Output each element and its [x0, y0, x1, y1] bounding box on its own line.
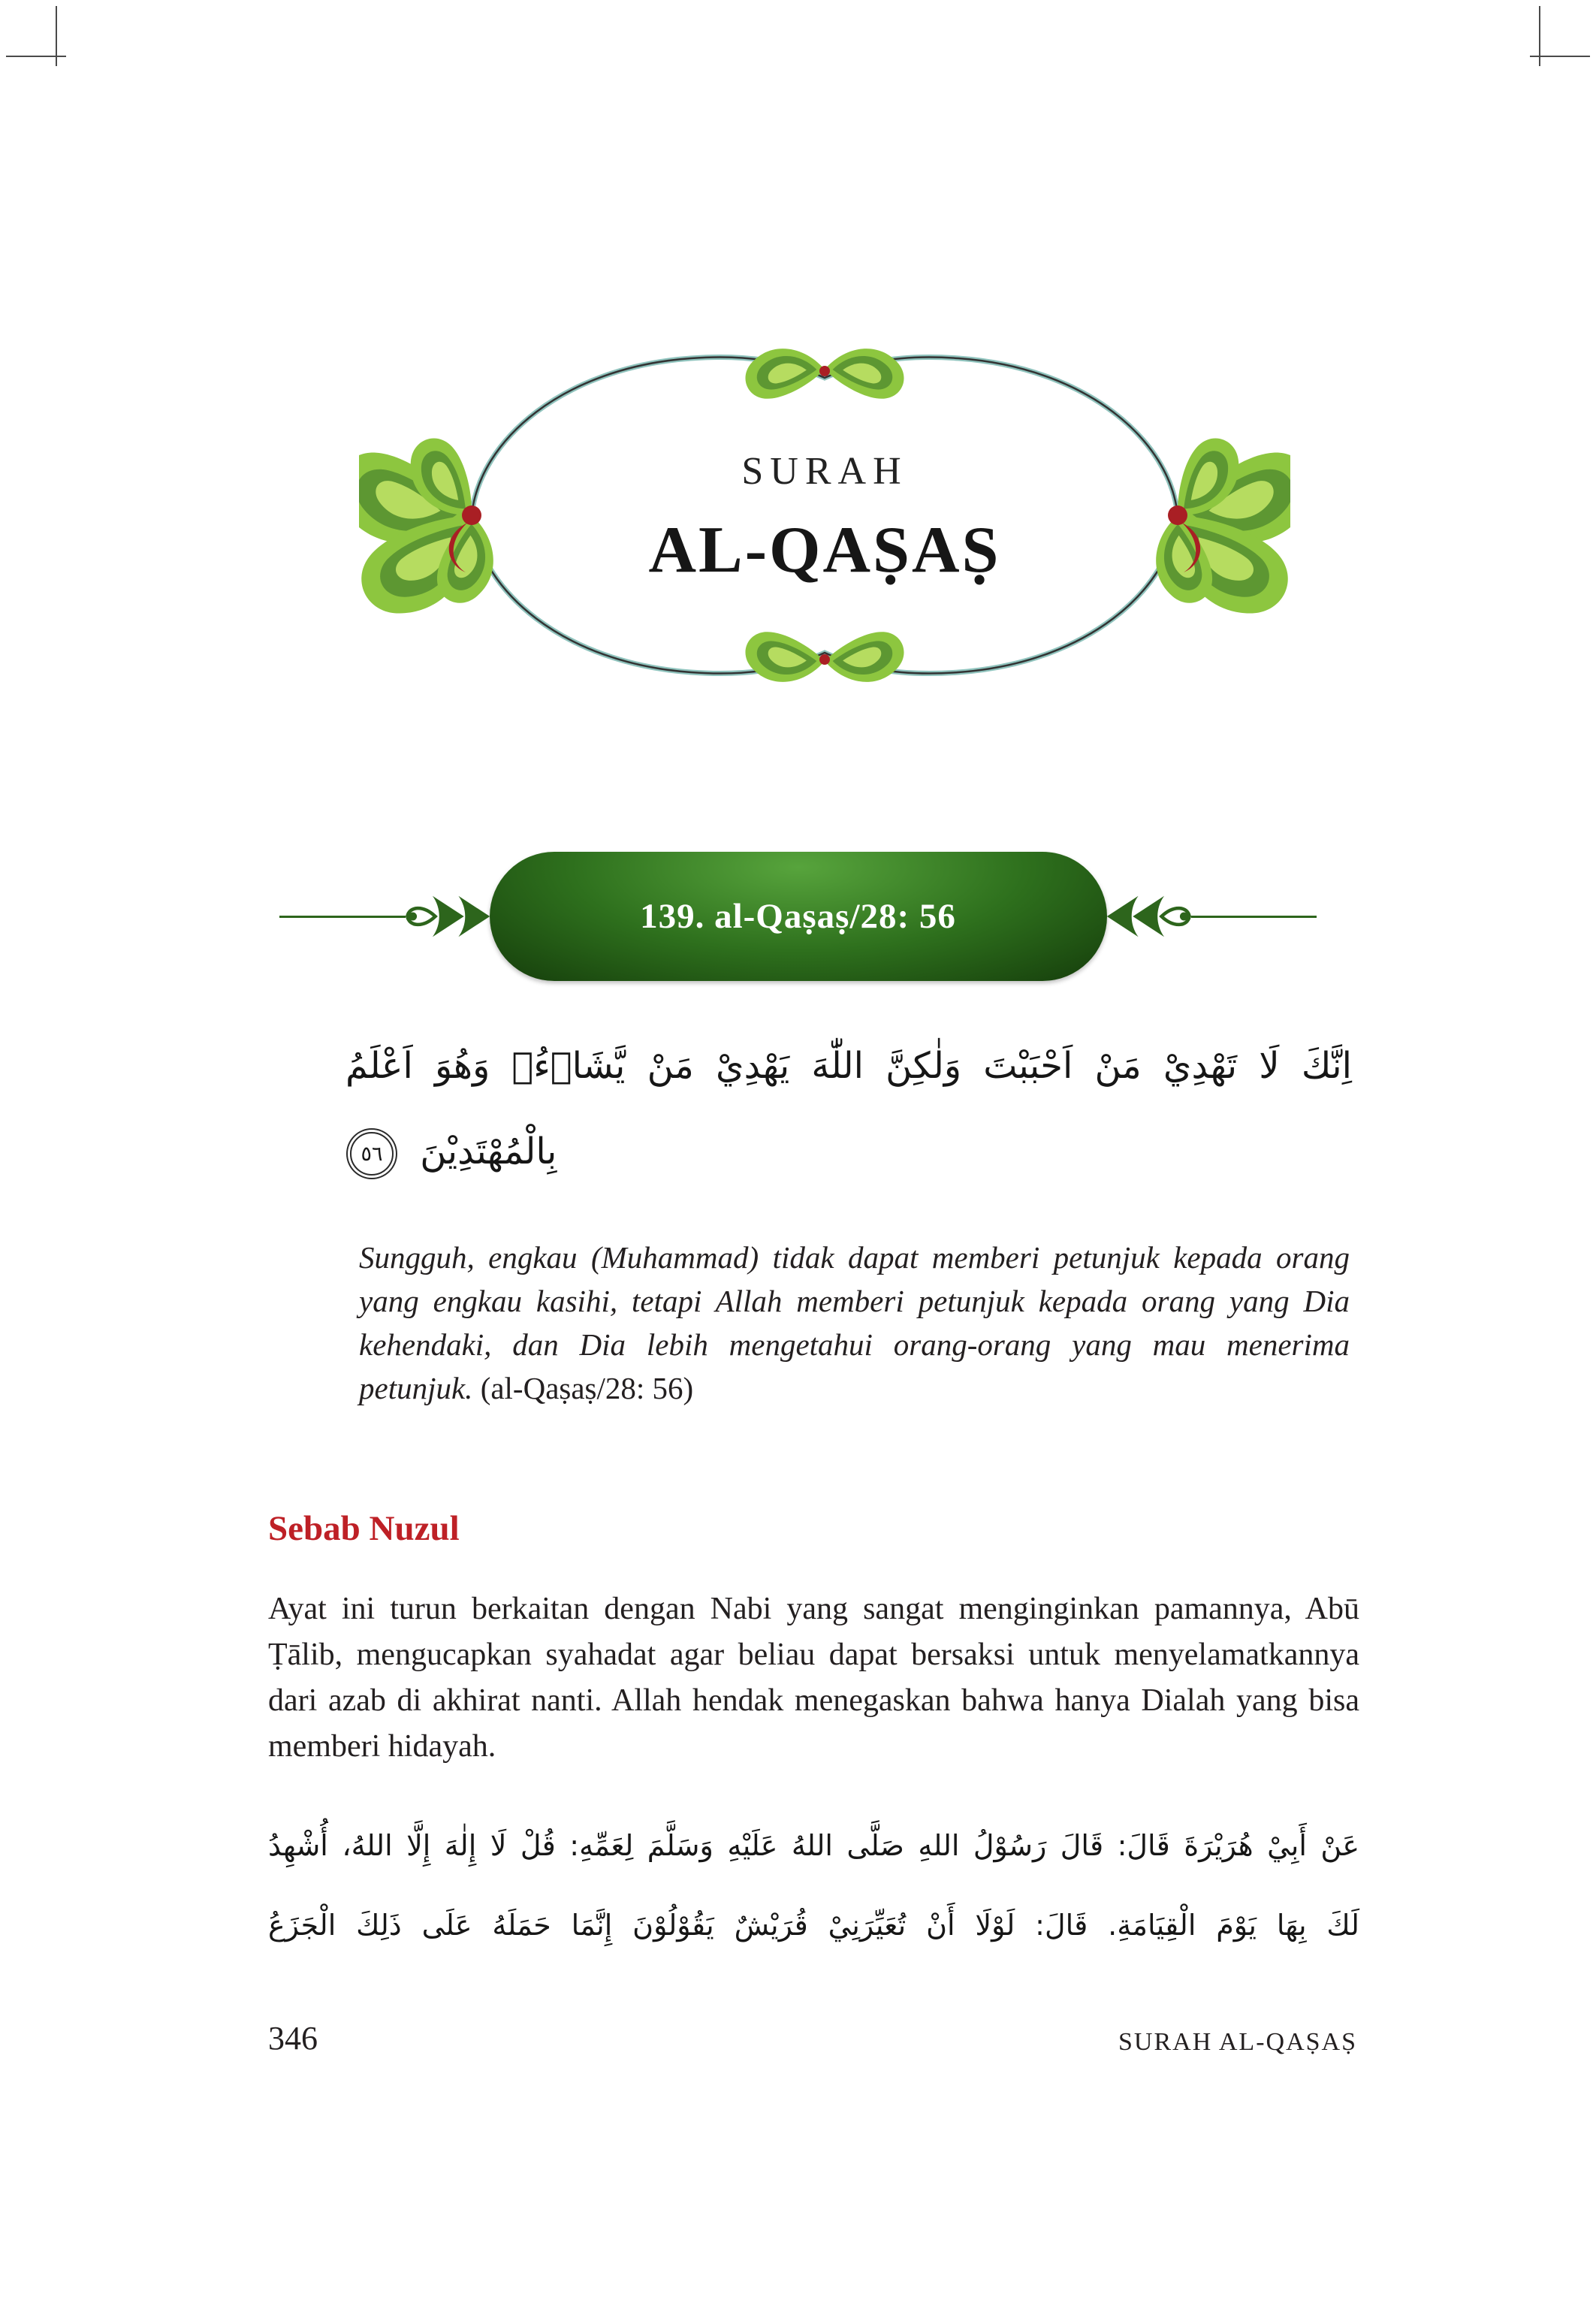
surah-label: SURAH [741, 450, 908, 493]
surah-title-frame [359, 291, 1290, 739]
verse-arabic-line2-text: بِالْمُهْتَدِيْنَ [420, 1130, 557, 1173]
verse-arabic-line1: اِنَّكَ لَا تَهْدِيْ مَنْ اَحْبَبْتَ وَلٰكِنَّ اللّٰهَ يَهْدِيْ مَنْ يَّشَاۤءُۚ وَهُوَ اَعْلَمُ [345, 1045, 1352, 1087]
verse-translation [359, 1236, 1350, 1410]
crop-mark [1539, 6, 1540, 66]
quran-verse-arabic [345, 1023, 1352, 1194]
ayah-number-marker [350, 1132, 394, 1176]
verse-arabic-line2 [345, 1109, 1352, 1194]
running-header: SURAH AL-QAṢAṢ [1118, 2028, 1357, 2056]
banner-rule-right [1191, 916, 1317, 918]
surah-name: AL-QAṢAṢ [648, 514, 1001, 587]
translation-text: Sungguh, engkau (Muhammad) tidak dapat memberi petunjuk kepada orang yang engkau kasihi, tetapi Allah memberi petunjuk kepada orang yang Dia kehendaki, dan Dia lebih mengetahui orang-orang yang mau menerima petunjuk. [359, 1240, 1350, 1405]
hadith-line1: عَنْ أَبِيْ هُرَيْرَةَ قَالَ: قَالَ رَسُوْلُ اللهِ صَلَّى اللهُ عَلَيْهِ وَسَلَّمَ لِعَمِّهِ: قُلْ لَا إِلٰهَ إِلَّا اللهُ، أُشْهِدُ [268, 1829, 1359, 1862]
banner-rule-left [279, 916, 406, 918]
sebab-nuzul-paragraph: Ayat ini turun berkaitan dengan Nabi yang sangat menginginkan pamannya, Abū Ṭālib, mengucapkan syahadat agar beliau dapat bersaksi untuk menyelamatkannya dari azab di akhirat nanti. Allah hendak menegaskan bahwa hanya Dialah yang bisa memberi hidayah. [268, 1592, 1359, 1764]
hadith-line2: لَكَ بِهَا يَوْمَ الْقِيَامَةِ. قَالَ: لَوْلَا أَنْ تُعَيِّرَنِيْ قُرَيْشٌ يَقُوْلُوْنَ إِنَّمَا حَمَلَهُ عَلَى ذَلِكَ الْجَزَعُ [268, 1909, 1359, 1942]
banner-ornament-left-icon [403, 884, 491, 949]
page-number: 346 [268, 2020, 318, 2057]
banner-ornament-right-icon [1106, 884, 1194, 949]
translation-reference: (al-Qaṣaṣ/28: 56) [480, 1371, 694, 1405]
sebab-nuzul-heading: Sebab Nuzul [268, 1509, 460, 1548]
crop-mark [56, 6, 57, 66]
ayah-banner-pill [490, 852, 1107, 981]
ayah-banner [279, 849, 1317, 984]
hadith-arabic [268, 1806, 1359, 1965]
crop-mark [1530, 56, 1590, 57]
crop-mark [6, 56, 66, 57]
ayah-number: ٥٦ [361, 1142, 383, 1166]
ayah-banner-title: 139. al-Qaṣaṣ/28: 56 [640, 897, 956, 936]
